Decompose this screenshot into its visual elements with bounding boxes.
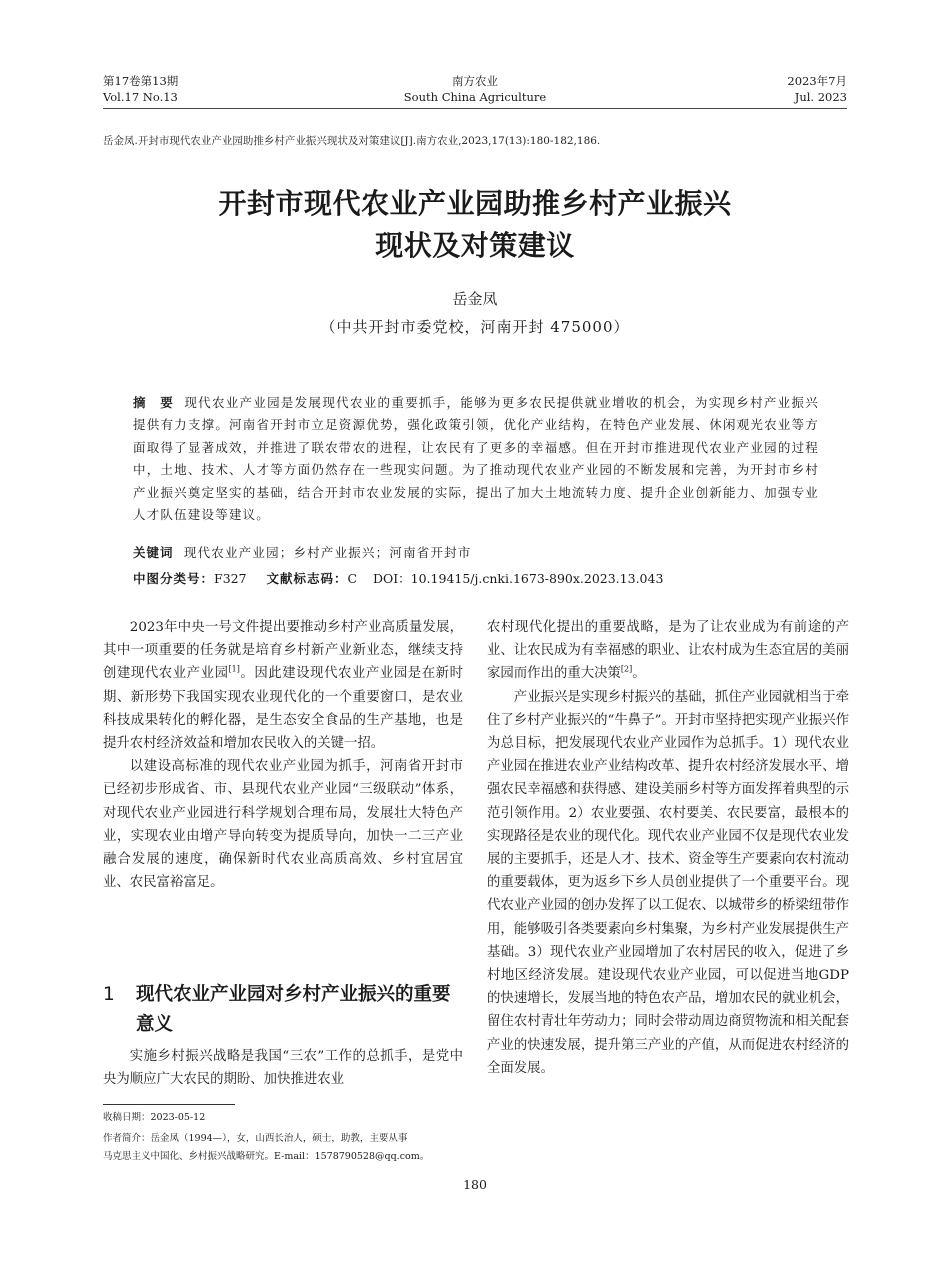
header-date-en: Jul. 2023 xyxy=(794,90,847,104)
header-date xyxy=(787,73,847,105)
keywords-label: 关键词 xyxy=(133,545,174,560)
clc-label: 中图分类号： xyxy=(133,571,215,586)
footnote-received: 收稿日期：2023-05-12 xyxy=(103,1112,206,1123)
doi-label: DOI： xyxy=(372,571,411,586)
section-number: 1 xyxy=(103,984,115,1005)
paper-title xyxy=(0,183,950,267)
abstract-label: 摘 要 xyxy=(133,395,174,410)
body-paragraph: 以建设高标准的现代农业产业园为抓手，河南省开封市已经初步形成省、市、县现代农业产业园“三级联动”体系，对现代农业产业园进行科学规划合理布局，发展壮大特色产业，实现农业由增产导向转变为提质导向，加快一二三产业融合发展的速度，确保新时代农业高质高效、乡村宜居宜业、农民富裕富足。 xyxy=(103,759,463,891)
body-paragraph: 产业振兴是实现乡村振兴的基础，抓住产业园就相当于牵住了乡村产业振兴的“牛鼻子”。开封市坚持把实现产业振兴作为总目标，把发展现代农业产业园作为总抓手。1）现代农业产业园在推进农业产业结构改革、提升农村经济发展水平、增强农民幸福感和获得感、建设美丽乡村等方面发挥着典型的示范引领作用。2）农业要强、农村要美、农民要富，最根本的实现路径是农业的现代化。现代农业产业园不仅是现代农业发展的主要抓手，还是人才、技术、资金等生产要素向农村流动的重要载体，更为返乡下乡人员创业提供了一个重要平台。现代农业产业园的创办发挥了以工促农、以城带乡的桥梁纽带作用，能够吸引各类要素向乡村集聚，为乡村产业发展提供生产基础。3）现代农业产业园增加了农村居民的收入，促进了乡村地区经济发展。建设现代农业产业园，可以促进当地GDP的快速增长，发展当地的特色农产品，增加农民的就业机会，留住农村青壮年劳动力；同时会带动周边商贸物流和相关配套产业的快速发展，提升第三产业的产值，从而促进农村经济的全面发展。 xyxy=(487,689,849,1076)
doc-code-value: C xyxy=(347,571,358,586)
footnote-bio-line2: 马克思主义中国化、乡村振兴战略研究。E-mail：1578790528@qq.com。 xyxy=(103,1151,430,1162)
footnote-rule xyxy=(103,1104,235,1105)
doc-code-label: 文献标志码： xyxy=(266,571,348,586)
body-paragraph: 2023年中央一号文件提出要推动乡村产业高质量发展，其中一项重要的任务就是培育乡村新产业新业态，继续支持创建现代农业产业园[1]。因此建设现代农业产业园是在新时期、新形势下我国实现农业现代化的一个重要窗口，是农业科技成果转化的孵化器，是生态安全食品的生产基地，也是提升农村经济效益和增加农民收入的关键一招。 xyxy=(103,620,463,752)
left-column xyxy=(103,616,463,894)
abstract xyxy=(133,392,819,526)
author-affiliation: （中共开封市委党校，河南开封 475000） xyxy=(320,318,630,336)
body-paragraph: 实施乡村振兴战略是我国“三农”工作的总抓手，是党中央为顺应广大农民的期盼、加快推进农业 xyxy=(103,1049,463,1088)
header-date-cn: 2023年7月 xyxy=(787,74,847,88)
footnote-bio-line1: 作者简介：岳金凤（1994—），女，山西长治人，硕士，助教，主要从事 xyxy=(103,1133,408,1144)
body-paragraph: 农村现代化提出的重要战略，是为了让农业成为有前途的产业、让农民成为有幸福感的职业、让农村成为生态宜居的美丽家园而作出的重大决策[2]。 xyxy=(487,620,849,682)
citation: 岳金凤.开封市现代农业产业园助推乡村产业振兴现状及对策建议[J].南方农业,2023,17(13):180-182,186. xyxy=(103,135,601,147)
doi-value: 10.19415/j.cnki.1673-890x.2023.13.043 xyxy=(410,571,664,586)
header-volume-cn: 第17卷第13期 xyxy=(103,74,179,88)
header-journal-cn: 南方农业 xyxy=(452,74,498,88)
reference-marker[interactable]: [1] xyxy=(228,664,240,674)
classification-line xyxy=(133,569,833,589)
keywords xyxy=(133,543,819,563)
paper-title-line2: 现状及对策建议 xyxy=(375,229,575,262)
reference-marker[interactable]: [2] xyxy=(620,664,633,674)
clc-value: F327 xyxy=(214,571,247,586)
paper-title-line1: 开封市现代农业产业园助推乡村产业振兴 xyxy=(218,187,732,220)
section-title: 现代农业产业园对乡村产业振兴的重要意义 xyxy=(136,984,451,1035)
author-name: 岳金凤 xyxy=(452,290,498,308)
right-column xyxy=(487,616,849,1080)
header-volume-en: Vol.17 No.13 xyxy=(103,90,178,104)
header-journal-en: South China Agriculture xyxy=(403,90,547,104)
header-rule xyxy=(103,108,847,109)
left-column-continued xyxy=(103,1045,463,1091)
page-number: 180 xyxy=(463,1177,487,1192)
keywords-text: 现代农业产业园；乡村产业振兴；河南省开封市 xyxy=(183,545,472,560)
abstract-text: 现代农业产业园是发展现代农业的重要抓手，能够为更多农民提供就业增收的机会，为实现乡村产业振兴提供有力支撑。河南省开封市立足资源优势，强化政策引领，优化产业结构，在特色产业发展、休闲观光农业等方面取得了显著成效，并推进了联农带农的进程，让农民有了更多的幸福感。但在开封市推进现代农业产业园的过程中，土地、技术、人才等方面仍然存在一些现实问题。为了推动现代农业产业园的不断发展和完善，为开封市乡村产业振兴奠定坚实的基础，结合开封市农业发展的实际，提出了加大土地流转力度、提升企业创新能力、加强专业人才队伍建设等建议。 xyxy=(133,395,819,523)
